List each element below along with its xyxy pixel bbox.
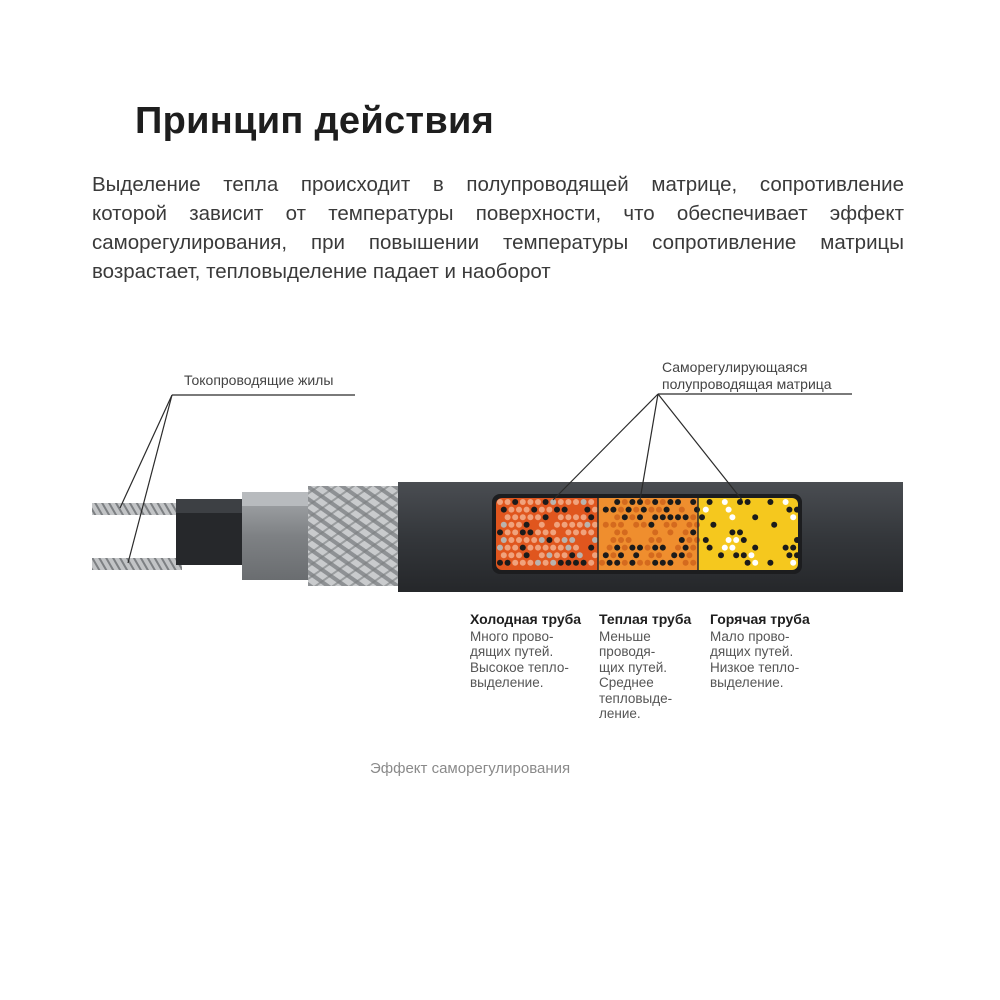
particle xyxy=(535,545,541,551)
particle xyxy=(527,529,533,535)
particle xyxy=(641,522,647,528)
particle xyxy=(748,552,754,558)
particle xyxy=(622,545,628,551)
zone-hot xyxy=(698,498,798,570)
particle xyxy=(614,514,620,520)
particle xyxy=(679,537,685,543)
zone-description-hot xyxy=(710,612,810,691)
particle xyxy=(745,560,751,566)
particle xyxy=(641,507,647,513)
particle xyxy=(703,507,709,513)
particle xyxy=(652,560,658,566)
particle xyxy=(565,499,571,505)
particle xyxy=(741,537,747,543)
particle xyxy=(767,499,773,505)
particle xyxy=(722,545,728,551)
zone-text-line: Меньше xyxy=(599,628,651,644)
intro-line: саморегулирования, при повышении температуры сопротивление матрицы xyxy=(92,231,904,254)
particle xyxy=(535,499,541,505)
zone-text-line: проводя- xyxy=(599,644,656,659)
particle xyxy=(501,537,507,543)
particle xyxy=(592,552,598,558)
particle xyxy=(699,514,705,520)
particle xyxy=(497,545,503,551)
particle xyxy=(729,529,735,535)
particle xyxy=(722,499,728,505)
particle xyxy=(512,514,518,520)
particle xyxy=(562,537,568,543)
particle xyxy=(527,499,533,505)
particle xyxy=(683,560,689,566)
particle xyxy=(543,499,549,505)
particle xyxy=(633,507,639,513)
particle xyxy=(543,514,549,520)
particle xyxy=(527,514,533,520)
particle xyxy=(543,545,549,551)
particle xyxy=(610,507,616,513)
particle xyxy=(516,522,522,528)
particle xyxy=(690,514,696,520)
particle xyxy=(771,522,777,528)
particle xyxy=(520,560,526,566)
particle xyxy=(603,552,609,558)
particle xyxy=(790,514,796,520)
particle xyxy=(592,522,598,528)
particle xyxy=(588,545,594,551)
particle xyxy=(637,560,643,566)
zone-heading: Холодная труба xyxy=(470,611,582,627)
particle xyxy=(664,522,670,528)
particle xyxy=(543,560,549,566)
particle xyxy=(531,537,537,543)
particle xyxy=(562,522,568,528)
particle xyxy=(622,560,628,566)
particle xyxy=(588,514,594,520)
particle xyxy=(652,499,658,505)
particle xyxy=(501,552,507,558)
particle xyxy=(569,552,575,558)
particle xyxy=(588,529,594,535)
particle xyxy=(683,545,689,551)
particle xyxy=(614,499,620,505)
particle xyxy=(554,552,560,558)
zone-text-line: Много прово- xyxy=(470,628,554,644)
intro-line: Выделение тепла происходит в полупроводящей матрице, сопротивление xyxy=(92,173,904,196)
particle xyxy=(554,507,560,513)
zone-description-warm xyxy=(599,612,691,722)
particle xyxy=(752,560,758,566)
zone-text-line: выделение. xyxy=(470,675,544,690)
particle xyxy=(505,499,511,505)
particle xyxy=(622,499,628,505)
particle xyxy=(539,522,545,528)
particle xyxy=(512,529,518,535)
particle xyxy=(660,560,666,566)
particle xyxy=(565,560,571,566)
particle xyxy=(516,507,522,513)
particle xyxy=(558,514,564,520)
particle xyxy=(565,514,571,520)
particle xyxy=(629,545,635,551)
particle xyxy=(652,545,658,551)
particle xyxy=(535,514,541,520)
particle xyxy=(694,507,700,513)
particle xyxy=(660,545,666,551)
particle xyxy=(690,560,696,566)
particle xyxy=(535,560,541,566)
particle xyxy=(527,545,533,551)
particle xyxy=(558,560,564,566)
particle xyxy=(512,545,518,551)
particle xyxy=(554,537,560,543)
particle xyxy=(622,529,628,535)
particle xyxy=(626,507,632,513)
particle xyxy=(703,537,709,543)
particle xyxy=(679,507,685,513)
particle xyxy=(592,507,598,513)
particle xyxy=(618,507,624,513)
particle xyxy=(737,529,743,535)
particle xyxy=(645,560,651,566)
particle xyxy=(581,499,587,505)
particle xyxy=(671,552,677,558)
particle xyxy=(550,529,556,535)
particle xyxy=(656,537,662,543)
particle xyxy=(497,560,503,566)
particle xyxy=(767,560,773,566)
zone-text-line: выделение. xyxy=(710,675,784,690)
particle xyxy=(786,507,792,513)
metal-braid xyxy=(308,486,404,586)
particle xyxy=(645,545,651,551)
particle xyxy=(581,529,587,535)
particle xyxy=(645,499,651,505)
particle xyxy=(520,514,526,520)
zone-text-line: ление. xyxy=(599,706,641,721)
particle xyxy=(741,552,747,558)
particle xyxy=(539,552,545,558)
particle xyxy=(581,514,587,520)
particle xyxy=(707,545,713,551)
particle xyxy=(686,522,692,528)
particle xyxy=(618,522,624,528)
particle xyxy=(610,522,616,528)
particle xyxy=(622,514,628,520)
particle xyxy=(508,552,514,558)
particle xyxy=(637,545,643,551)
particle xyxy=(652,514,658,520)
figure-caption: Эффект саморегулирования xyxy=(370,760,571,777)
particle xyxy=(633,522,639,528)
particle xyxy=(565,529,571,535)
particle xyxy=(573,514,579,520)
particle xyxy=(707,499,713,505)
zone-text-line: щих путей. xyxy=(599,659,668,675)
particle xyxy=(497,499,503,505)
particle xyxy=(660,499,666,505)
zone-heading: Теплая труба xyxy=(599,611,692,627)
particle xyxy=(505,514,511,520)
particle xyxy=(512,499,518,505)
particle xyxy=(520,529,526,535)
particle xyxy=(683,514,689,520)
particle xyxy=(524,522,530,528)
particle xyxy=(783,499,789,505)
particle xyxy=(531,507,537,513)
particle xyxy=(546,507,552,513)
particle xyxy=(550,545,556,551)
particle xyxy=(520,545,526,551)
particle xyxy=(790,545,796,551)
zone-text-line: Низкое тепло- xyxy=(710,659,800,675)
particle xyxy=(554,522,560,528)
particle xyxy=(618,537,624,543)
particle xyxy=(501,507,507,513)
particle xyxy=(508,522,514,528)
particle xyxy=(652,529,658,535)
particle xyxy=(726,507,732,513)
particle xyxy=(599,560,605,566)
particle xyxy=(667,560,673,566)
particle xyxy=(558,499,564,505)
particle xyxy=(786,552,792,558)
particle xyxy=(569,522,575,528)
particle xyxy=(592,537,598,543)
particle xyxy=(614,560,620,566)
particle xyxy=(664,507,670,513)
particle xyxy=(524,552,530,558)
particle xyxy=(588,499,594,505)
particle xyxy=(656,507,662,513)
particle xyxy=(648,522,654,528)
particle xyxy=(508,537,514,543)
particle xyxy=(648,537,654,543)
particle xyxy=(577,522,583,528)
particle xyxy=(675,545,681,551)
particle xyxy=(783,545,789,551)
particle xyxy=(752,545,758,551)
particle xyxy=(524,537,530,543)
particle xyxy=(679,552,685,558)
matrix-label-line: полупроводящая матрица xyxy=(662,376,832,392)
particle xyxy=(524,507,530,513)
page-title: Принцип действия xyxy=(135,100,495,142)
particle xyxy=(686,552,692,558)
particle xyxy=(588,560,594,566)
intro-line: возрастает, тепловыделение падает и наоборот xyxy=(92,260,551,283)
particle xyxy=(667,514,673,520)
particle xyxy=(573,560,579,566)
particle xyxy=(607,560,613,566)
particle xyxy=(660,514,666,520)
particle xyxy=(573,529,579,535)
conductors-label: Токопроводящие жилы xyxy=(184,372,334,388)
particle xyxy=(520,499,526,505)
zone-text-line: Среднее xyxy=(599,675,654,690)
particle xyxy=(733,552,739,558)
particle xyxy=(573,545,579,551)
particle xyxy=(516,552,522,558)
particle xyxy=(671,522,677,528)
particle xyxy=(577,552,583,558)
particle xyxy=(675,499,681,505)
particle xyxy=(603,507,609,513)
particle xyxy=(527,560,533,566)
particle xyxy=(629,499,635,505)
particle xyxy=(629,514,635,520)
particle xyxy=(686,537,692,543)
zone-text-line: дящих путей. xyxy=(710,644,794,659)
particle xyxy=(618,552,624,558)
particle xyxy=(752,514,758,520)
particle xyxy=(637,514,643,520)
particle xyxy=(610,552,616,558)
particle xyxy=(733,537,739,543)
particle xyxy=(501,522,507,528)
particle xyxy=(573,499,579,505)
particle xyxy=(516,537,522,543)
particle xyxy=(539,537,545,543)
particle xyxy=(584,522,590,528)
particle xyxy=(581,560,587,566)
particle xyxy=(546,537,552,543)
zone-text-line: Высокое тепло- xyxy=(470,659,569,675)
particle xyxy=(683,529,689,535)
particle xyxy=(505,560,511,566)
particle xyxy=(726,537,732,543)
particle xyxy=(562,552,568,558)
particle xyxy=(629,560,635,566)
particle xyxy=(614,529,620,535)
particle xyxy=(558,545,564,551)
conductor-wires xyxy=(92,503,182,570)
particle xyxy=(745,499,751,505)
zone-text-line: тепловыде- xyxy=(599,690,673,706)
particle xyxy=(633,552,639,558)
particle xyxy=(508,507,514,513)
particle xyxy=(543,529,549,535)
zone-heading: Горячая труба xyxy=(710,611,810,627)
particle xyxy=(718,552,724,558)
matrix-label xyxy=(662,359,832,393)
particle xyxy=(539,507,545,513)
particle xyxy=(729,514,735,520)
particle xyxy=(626,537,632,543)
zone-text-line: дящих путей. xyxy=(470,644,554,659)
particle xyxy=(512,560,518,566)
particle xyxy=(648,507,654,513)
particle xyxy=(614,545,620,551)
particle xyxy=(550,560,556,566)
particle xyxy=(562,507,568,513)
matrix-label-line: Саморегулирующаяся xyxy=(662,359,808,375)
particle xyxy=(535,529,541,535)
zone-text-line: Мало прово- xyxy=(710,628,790,644)
intro-line: которой зависит от температуры поверхности, что обеспечивает эффект xyxy=(92,202,904,225)
particle xyxy=(569,537,575,543)
particle xyxy=(505,529,511,535)
zone-description-cold xyxy=(470,612,581,691)
particle xyxy=(694,522,700,528)
particle xyxy=(565,545,571,551)
particle xyxy=(497,529,503,535)
particle xyxy=(505,545,511,551)
particle xyxy=(690,529,696,535)
particle xyxy=(729,545,735,551)
particle xyxy=(648,552,654,558)
particle xyxy=(656,552,662,558)
particle xyxy=(607,545,613,551)
particle xyxy=(790,560,796,566)
particle xyxy=(610,537,616,543)
particle xyxy=(675,514,681,520)
particle xyxy=(584,507,590,513)
particle xyxy=(710,522,716,528)
particle xyxy=(603,522,609,528)
particle xyxy=(667,529,673,535)
particle xyxy=(690,545,696,551)
particle xyxy=(667,499,673,505)
particle xyxy=(694,537,700,543)
particle xyxy=(690,499,696,505)
particle xyxy=(546,552,552,558)
